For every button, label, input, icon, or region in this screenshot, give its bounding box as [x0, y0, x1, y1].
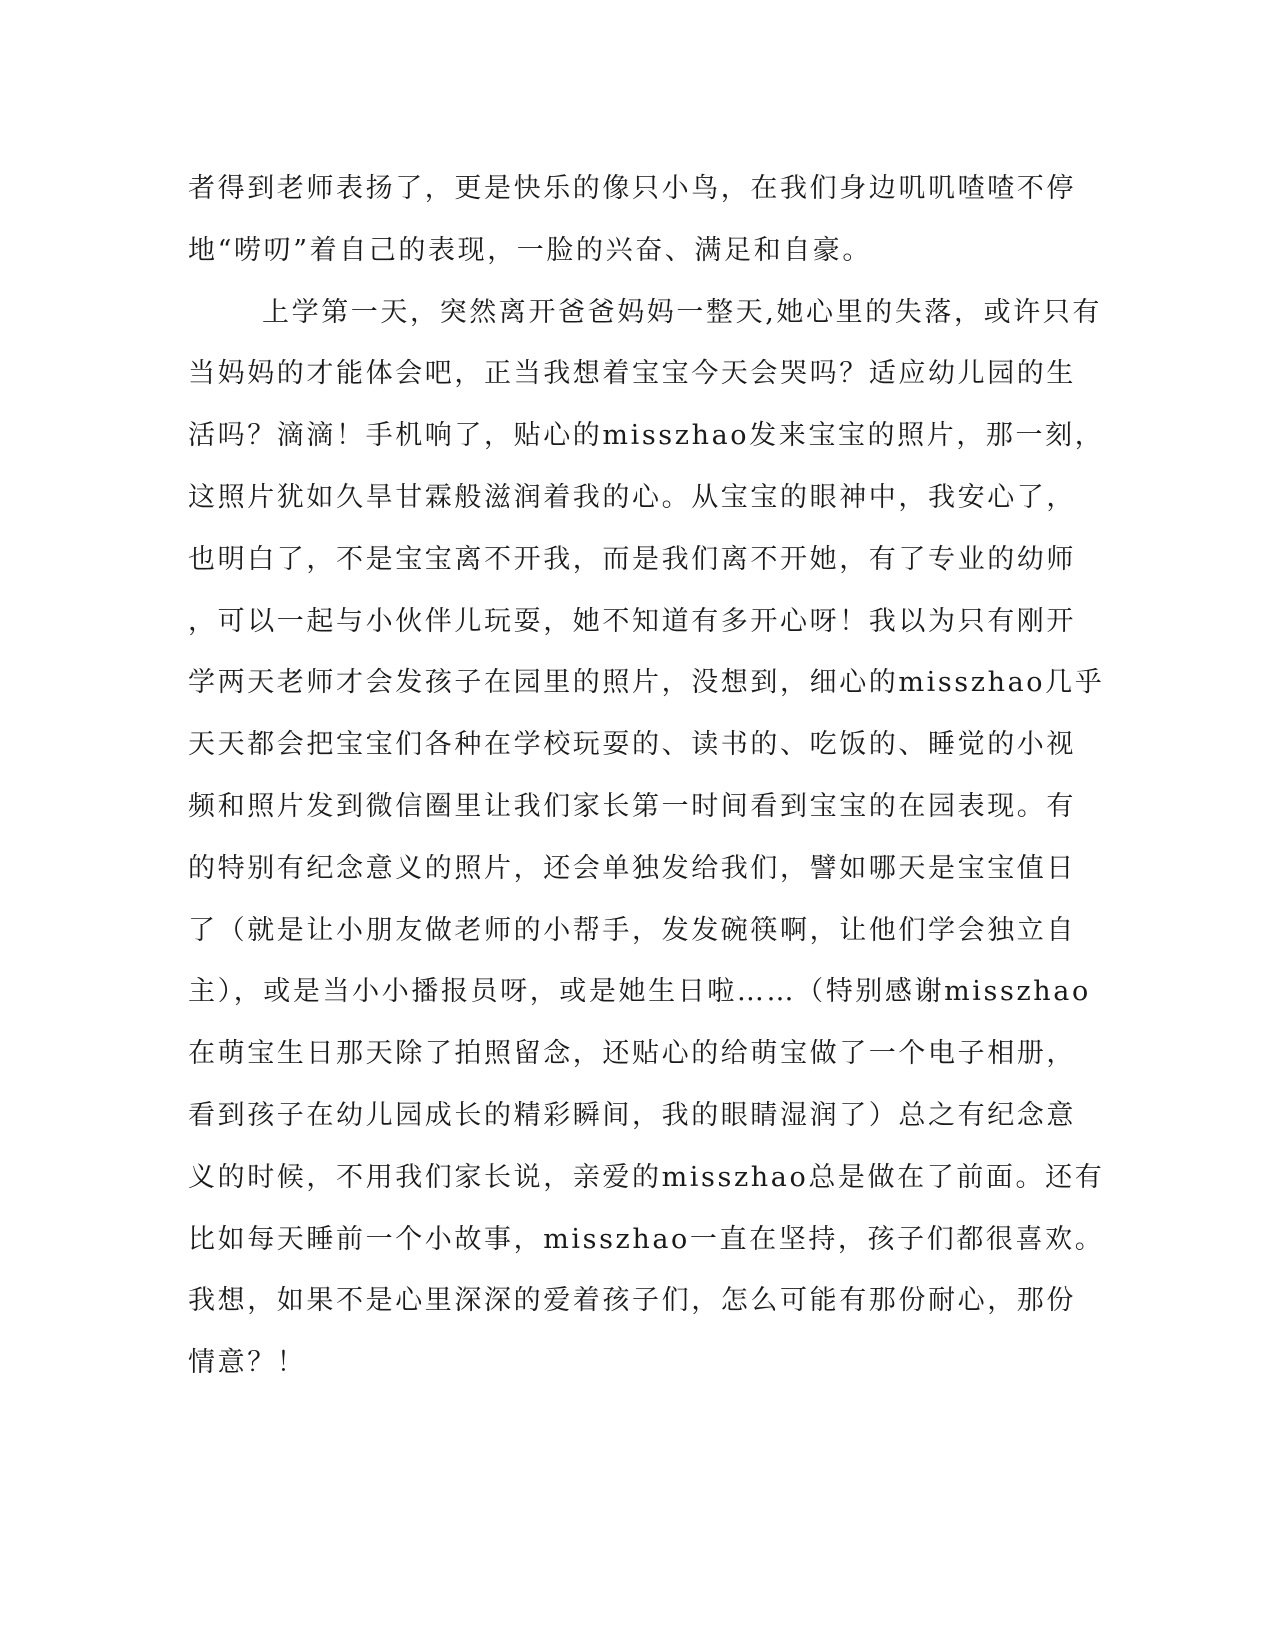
- text-line: 上学第一天，突然离开爸爸妈妈一整天,她心里的失落，或许只有: [262, 296, 1102, 328]
- text-line: 主），或是当小小播报员呀，或是她生日啦……（特别感谢misszhao: [188, 976, 1091, 1008]
- paragraph-1: [188, 158, 1088, 282]
- text-line: 这照片犹如久旱甘霖般滋润着我的心。从宝宝的眼神中，我安心了，: [188, 481, 1076, 513]
- body-text: [188, 158, 1105, 1394]
- text-line: 当妈妈的才能体会吧，正当我想着宝宝今天会哭吗？适应幼儿园的生: [188, 358, 1076, 390]
- text-line: 活吗？滴滴！手机响了，贴心的misszhao发来宝宝的照片，那一刻，: [188, 420, 1105, 452]
- text-line: 义的时候，不用我们家长说，亲爱的misszhao总是做在了前面。还有: [188, 1161, 1105, 1193]
- text-line: ，可以一起与小伙伴儿玩耍，她不知道有多开心呀！我以为只有刚开: [188, 605, 1076, 637]
- paragraph-2: [188, 282, 1105, 1394]
- text-line: 了（就是让小朋友做老师的小帮手，发发碗筷啊，让他们学会独立自: [188, 914, 1076, 946]
- text-line: 地“唠叨”着自己的表现，一脸的兴奋、满足和自豪。: [188, 234, 873, 266]
- text-line: 在萌宝生日那天除了拍照留念，还贴心的给萌宝做了一个电子相册，: [188, 1038, 1076, 1070]
- text-line: 看到孩子在幼儿园成长的精彩瞬间，我的眼睛湿润了）总之有纪念意: [188, 1099, 1076, 1131]
- text-line: 天天都会把宝宝们各种在学校玩耍的、读书的、吃饭的、睡觉的小视: [188, 729, 1076, 761]
- text-line: 情意？！: [188, 1347, 307, 1379]
- text-line: 的特别有纪念意义的照片，还会单独发给我们，譬如哪天是宝宝值日: [188, 852, 1076, 884]
- text-line: 也明白了，不是宝宝离不开我，而是我们离不开她，有了专业的幼师: [188, 543, 1076, 575]
- text-line: 我想，如果不是心里深深的爱着孩子们，怎么可能有那份耐心，那份: [188, 1285, 1076, 1317]
- text-line: 比如每天睡前一个小故事，misszhao一直在坚持，孩子们都很喜欢。: [188, 1223, 1105, 1255]
- text-line: 频和照片发到微信圈里让我们家长第一时间看到宝宝的在园表现。有: [188, 790, 1076, 822]
- text-line: 学两天老师才会发孩子在园里的照片，没想到，细心的misszhao几乎: [188, 667, 1105, 699]
- text-line: 者得到老师表扬了，更是快乐的像只小鸟，在我们身边叽叽喳喳不停: [188, 173, 1076, 204]
